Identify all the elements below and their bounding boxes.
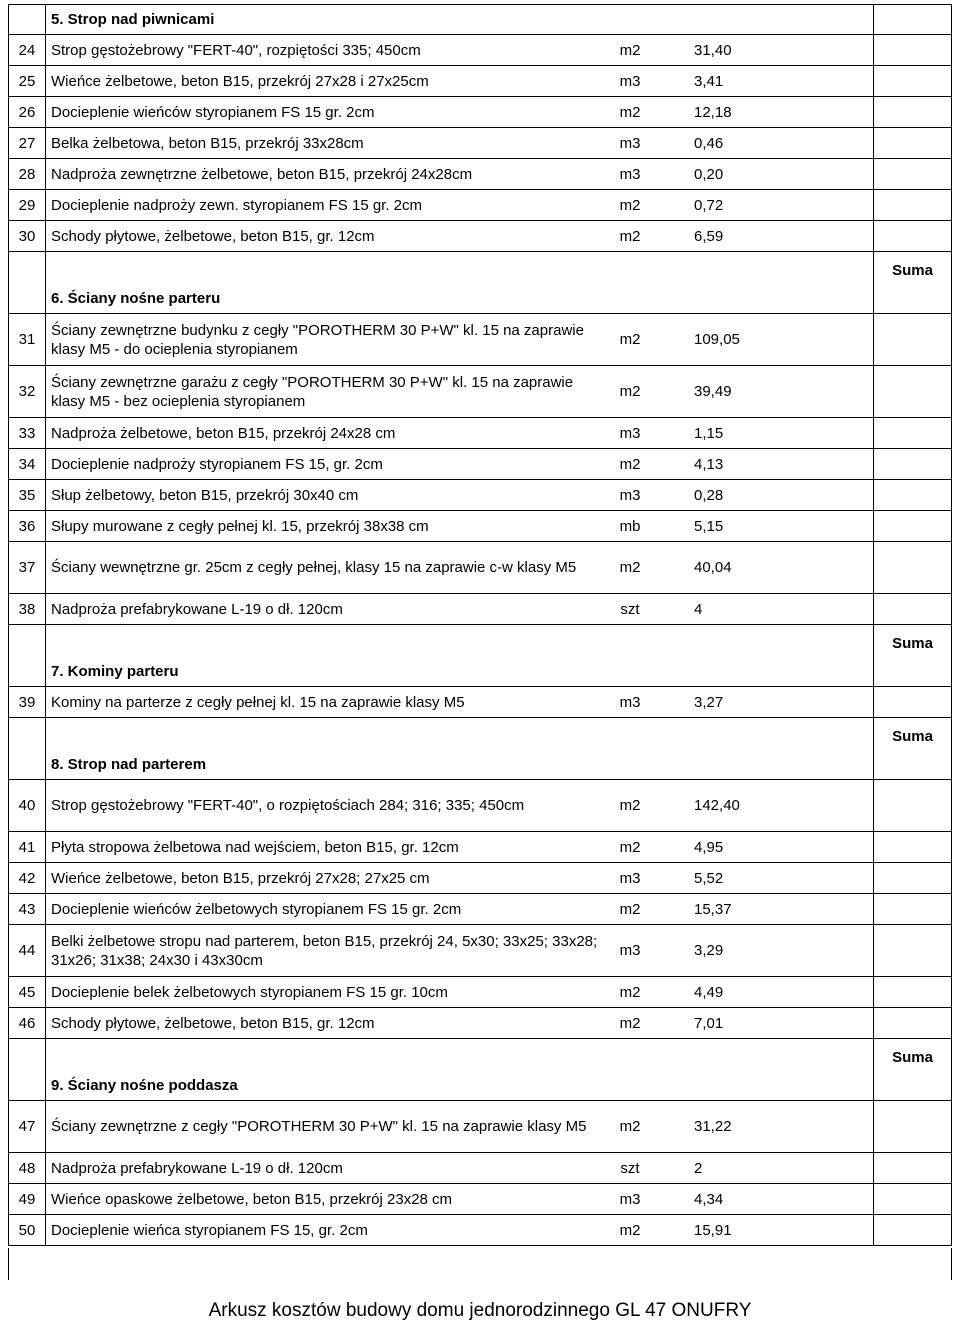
sum-cell xyxy=(874,128,952,158)
row-number: 43 xyxy=(8,894,46,924)
row-number: 38 xyxy=(8,594,46,624)
row-spacer xyxy=(754,925,874,976)
row-spacer xyxy=(754,1215,874,1245)
row-description: Nadproża zewnętrzne żelbetowe, beton B15, przekrój 24x28cm xyxy=(51,165,473,183)
sum-label: Suma xyxy=(874,625,952,656)
row-unit: m2 xyxy=(619,1221,641,1239)
row-unit: m3 xyxy=(619,165,641,183)
row-description: Belka żelbetowa, beton B15, przekrój 33x28cm xyxy=(51,134,364,152)
row-spacer xyxy=(754,718,874,749)
row-number: 28 xyxy=(8,159,46,189)
row-quantity: 2 xyxy=(694,1159,703,1177)
row-description: Wieńce opaskowe żelbetowe, beton B15, przekrój 23x28 cm xyxy=(51,1190,453,1208)
row-spacer xyxy=(754,625,874,656)
row-quantity: 142,40 xyxy=(694,797,740,814)
table-row xyxy=(8,925,952,977)
sum-cell xyxy=(874,511,952,541)
row-number-empty xyxy=(8,718,46,749)
section-title: 7. Kominy parteru xyxy=(51,662,179,680)
sum-cell xyxy=(874,863,952,893)
row-description: Belki żelbetowe stropu nad parterem, beton B15, przekrój 24, 5x30; 33x25; 33x28; 31x26; 31x38; 24x30 i 43x30cm xyxy=(51,932,598,969)
row-spacer xyxy=(754,480,874,510)
table-row xyxy=(8,594,952,625)
row-quantity: 12,18 xyxy=(694,103,732,121)
row-spacer xyxy=(754,314,874,365)
row-spacer xyxy=(754,511,874,541)
row-quantity: 6,59 xyxy=(694,227,724,245)
row-description: Docieplenie nadproży styropianem FS 15, gr. 2cm xyxy=(51,455,383,473)
row-unit: m2 xyxy=(619,41,641,59)
row-unit: m2 xyxy=(619,331,641,348)
row-description: Słupy murowane z cegły pełnej kl. 15, przekrój 38x38 cm xyxy=(51,517,429,535)
row-spacer xyxy=(754,1008,874,1038)
table-row xyxy=(8,832,952,863)
row-spacer xyxy=(754,128,874,158)
row-description: Docieplenie nadproży zewn. styropianem FS 15 gr. 2cm xyxy=(51,196,423,214)
table-row xyxy=(8,511,952,542)
row-unit: m3 xyxy=(619,693,641,711)
sum-cell xyxy=(874,656,952,686)
sum-cell xyxy=(874,159,952,189)
row-unit: szt xyxy=(620,600,640,618)
row-quantity: 4,95 xyxy=(694,838,724,856)
row-quantity: 4,34 xyxy=(694,1190,724,1208)
row-unit: mb xyxy=(619,517,641,535)
row-unit: m2 xyxy=(619,383,641,400)
row-number-empty xyxy=(8,749,46,779)
row-number: 41 xyxy=(8,832,46,862)
row-quantity: 7,01 xyxy=(694,1014,724,1032)
row-spacer xyxy=(754,594,874,624)
row-quantity: 3,29 xyxy=(694,942,724,959)
row-quantity: 0,28 xyxy=(694,486,724,504)
row-spacer xyxy=(754,252,874,283)
table-row xyxy=(8,542,952,594)
section-header xyxy=(8,1070,952,1101)
table-row xyxy=(8,480,952,511)
sum-label: Suma xyxy=(874,718,952,749)
sum-cell xyxy=(874,66,952,96)
sum-cell xyxy=(874,1153,952,1183)
row-description: Docieplenie belek żelbetowych styropianem FS 15 gr. 10cm xyxy=(51,983,448,1001)
sum-label: Suma xyxy=(874,252,952,283)
row-number: 44 xyxy=(8,925,46,976)
row-spacer xyxy=(754,66,874,96)
row-unit: m2 xyxy=(619,900,641,918)
row-spacer xyxy=(754,1153,874,1183)
section-title: 8. Strop nad parterem xyxy=(51,755,207,773)
row-description: Nadproża żelbetowe, beton B15, przekrój 24x28 cm xyxy=(51,424,396,442)
table-row xyxy=(8,366,952,418)
sum-row xyxy=(8,718,952,749)
row-spacer xyxy=(754,749,874,779)
section-title: 9. Ściany nośne poddasza xyxy=(51,1076,238,1094)
row-quantity: 0,72 xyxy=(694,196,724,214)
row-number: 32 xyxy=(8,366,46,417)
row-description: Docieplenie wieńców styropianem FS 15 gr. 2cm xyxy=(51,103,375,121)
row-number: 50 xyxy=(8,1215,46,1245)
row-quantity: 15,91 xyxy=(694,1221,732,1239)
row-spacer xyxy=(754,159,874,189)
row-spacer xyxy=(754,542,874,593)
row-description: Ściany zewnętrzne z cegły "POROTHERM 30 P+W" kl. 15 na zaprawie klasy M5 xyxy=(51,1118,587,1135)
row-number: 42 xyxy=(8,863,46,893)
row-quantity: 5,15 xyxy=(694,517,724,535)
row-number: 40 xyxy=(8,780,46,831)
sum-cell xyxy=(874,97,952,127)
row-number: 34 xyxy=(8,449,46,479)
sum-cell xyxy=(874,1184,952,1214)
row-spacer xyxy=(754,4,874,34)
table-row xyxy=(8,66,952,97)
sum-label: Suma xyxy=(874,1039,952,1070)
row-number: 25 xyxy=(8,66,46,96)
row-unit: m3 xyxy=(619,1190,641,1208)
row-number: 45 xyxy=(8,977,46,1007)
row-spacer xyxy=(754,656,874,686)
sum-cell xyxy=(874,221,952,251)
row-unit: m3 xyxy=(619,486,641,504)
row-number-empty xyxy=(8,656,46,686)
row-description: Schody płytowe, żelbetowe, beton B15, gr. 12cm xyxy=(51,1014,375,1032)
row-spacer xyxy=(754,366,874,417)
sum-cell xyxy=(874,283,952,313)
sum-cell xyxy=(874,1070,952,1100)
section-title: 6. Ściany nośne parteru xyxy=(51,289,221,307)
row-number-empty xyxy=(8,4,46,34)
table-row xyxy=(8,1153,952,1184)
row-spacer xyxy=(754,977,874,1007)
sum-cell xyxy=(874,35,952,65)
row-description: Wieńce żelbetowe, beton B15, przekrój 27x28 i 27x25cm xyxy=(51,72,429,90)
sum-cell xyxy=(874,4,952,34)
row-unit: m3 xyxy=(619,424,641,442)
row-quantity: 40,04 xyxy=(694,559,732,576)
cost-table xyxy=(8,4,952,1246)
row-spacer xyxy=(754,221,874,251)
row-description: Docieplenie wieńca styropianem FS 15, gr. 2cm xyxy=(51,1221,368,1239)
row-number: 35 xyxy=(8,480,46,510)
row-spacer xyxy=(754,97,874,127)
row-number: 29 xyxy=(8,190,46,220)
row-unit: m3 xyxy=(619,942,641,959)
table-row xyxy=(8,1008,952,1039)
sum-row xyxy=(8,625,952,656)
row-unit: m2 xyxy=(619,1118,641,1135)
table-bottom-left-border xyxy=(8,1248,9,1280)
sum-cell xyxy=(874,594,952,624)
sum-cell xyxy=(874,366,952,417)
row-unit: m3 xyxy=(619,72,641,90)
row-number: 27 xyxy=(8,128,46,158)
row-spacer xyxy=(754,832,874,862)
row-quantity: 31,40 xyxy=(694,41,732,59)
row-spacer xyxy=(754,283,874,313)
sum-cell xyxy=(874,894,952,924)
row-description: Płyta stropowa żelbetowa nad wejściem, beton B15, gr. 12cm xyxy=(51,838,459,856)
row-number: 49 xyxy=(8,1184,46,1214)
sum-cell xyxy=(874,190,952,220)
table-row xyxy=(8,35,952,66)
row-unit: m2 xyxy=(619,455,641,473)
page-footer: Arkusz kosztów budowy domu jednorodzinnego GL 47 ONUFRY xyxy=(208,1300,752,1321)
row-number: 30 xyxy=(8,221,46,251)
row-description: Strop gęstożebrowy "FERT-40", o rozpiętościach 284; 316; 335; 450cm xyxy=(51,797,525,814)
row-spacer xyxy=(754,863,874,893)
sum-cell xyxy=(874,687,952,717)
row-spacer xyxy=(754,418,874,448)
table-row xyxy=(8,190,952,221)
row-number: 31 xyxy=(8,314,46,365)
sum-cell xyxy=(874,418,952,448)
row-unit: m2 xyxy=(619,196,641,214)
row-quantity: 1,15 xyxy=(694,424,724,442)
table-row xyxy=(8,687,952,718)
row-number: 46 xyxy=(8,1008,46,1038)
table-row xyxy=(8,221,952,252)
sum-cell xyxy=(874,780,952,831)
row-description: Schody płytowe, żelbetowe, beton B15, gr. 12cm xyxy=(51,227,375,245)
row-unit: szt xyxy=(620,1159,640,1177)
row-number: 36 xyxy=(8,511,46,541)
row-description: Ściany zewnętrzne garażu z cegły "POROTHERM 30 P+W" kl. 15 na zaprawie klasy M5 - bez ocieplenia styropianem xyxy=(51,373,574,410)
sum-cell xyxy=(874,832,952,862)
section-header xyxy=(8,749,952,780)
row-number-empty xyxy=(8,283,46,313)
table-row xyxy=(8,97,952,128)
row-description: Ściany zewnętrzne budynku z cegły "POROTHERM 30 P+W" kl. 15 na zaprawie klasy M5 - do ocieplenia styropianem xyxy=(51,321,584,358)
row-number: 37 xyxy=(8,542,46,593)
row-unit: m2 xyxy=(619,559,641,576)
row-quantity: 31,22 xyxy=(694,1118,732,1135)
table-row xyxy=(8,894,952,925)
table-row xyxy=(8,1101,952,1153)
row-number: 48 xyxy=(8,1153,46,1183)
row-number: 24 xyxy=(8,35,46,65)
table-row xyxy=(8,418,952,449)
row-description: Docieplenie wieńców żelbetowych styropianem FS 15 gr. 2cm xyxy=(51,900,462,918)
row-quantity: 15,37 xyxy=(694,900,732,918)
table-row xyxy=(8,780,952,832)
row-unit: m2 xyxy=(619,797,641,814)
row-quantity: 3,41 xyxy=(694,72,724,90)
row-number-empty xyxy=(8,1039,46,1070)
row-quantity: 5,52 xyxy=(694,869,724,887)
row-quantity: 4,49 xyxy=(694,983,724,1001)
sum-cell xyxy=(874,1008,952,1038)
table-row xyxy=(8,314,952,366)
row-spacer xyxy=(754,1070,874,1100)
sum-row xyxy=(8,252,952,283)
table-row xyxy=(8,1184,952,1215)
sum-cell xyxy=(874,314,952,365)
row-number: 39 xyxy=(8,687,46,717)
row-spacer xyxy=(754,1101,874,1152)
row-number-empty xyxy=(8,252,46,283)
row-number-empty xyxy=(8,625,46,656)
sum-cell xyxy=(874,925,952,976)
row-spacer xyxy=(754,35,874,65)
row-spacer xyxy=(754,190,874,220)
row-number-empty xyxy=(8,1070,46,1100)
row-description: Ściany wewnętrzne gr. 25cm z cegły pełnej, klasy 15 na zaprawie c-w klasy M5 xyxy=(51,559,577,576)
row-unit: m3 xyxy=(619,134,641,152)
table-row xyxy=(8,159,952,190)
row-unit: m2 xyxy=(619,1014,641,1032)
table-row xyxy=(8,449,952,480)
row-unit: m2 xyxy=(619,227,641,245)
row-quantity: 4 xyxy=(694,600,703,618)
row-unit: m2 xyxy=(619,983,641,1001)
row-number: 26 xyxy=(8,97,46,127)
sum-cell xyxy=(874,542,952,593)
section-header xyxy=(8,4,952,35)
row-description: Kominy na parterze z cegły pełnej kl. 15 na zaprawie klasy M5 xyxy=(51,693,465,711)
sum-cell xyxy=(874,480,952,510)
row-number: 33 xyxy=(8,418,46,448)
section-title: 5. Strop nad piwnicami xyxy=(51,10,215,28)
row-number: 47 xyxy=(8,1101,46,1152)
sum-row xyxy=(8,1039,952,1070)
row-description: Słup żelbetowy, beton B15, przekrój 30x40 cm xyxy=(51,486,359,504)
table-row xyxy=(8,1215,952,1246)
section-header xyxy=(8,283,952,314)
row-quantity: 0,46 xyxy=(694,134,724,152)
sum-cell xyxy=(874,449,952,479)
row-description: Nadproża prefabrykowane L-19 o dł. 120cm xyxy=(51,1159,343,1177)
row-spacer xyxy=(754,1184,874,1214)
row-unit: m2 xyxy=(619,103,641,121)
table-row xyxy=(8,863,952,894)
row-spacer xyxy=(754,687,874,717)
row-unit: m3 xyxy=(619,869,641,887)
table-row xyxy=(8,128,952,159)
row-quantity: 4,13 xyxy=(694,455,724,473)
row-spacer xyxy=(754,1039,874,1070)
row-spacer xyxy=(754,894,874,924)
sum-cell xyxy=(874,1101,952,1152)
row-quantity: 39,49 xyxy=(694,383,732,400)
sum-cell xyxy=(874,977,952,1007)
sum-cell xyxy=(874,1215,952,1245)
row-quantity: 3,27 xyxy=(694,693,724,711)
section-header xyxy=(8,656,952,687)
table-row xyxy=(8,977,952,1008)
row-spacer xyxy=(754,449,874,479)
row-spacer xyxy=(754,780,874,831)
row-quantity: 0,20 xyxy=(694,165,724,183)
sum-cell xyxy=(874,749,952,779)
row-description: Nadproża prefabrykowane L-19 o dł. 120cm xyxy=(51,600,343,618)
row-unit: m2 xyxy=(619,838,641,856)
row-quantity: 109,05 xyxy=(694,331,740,348)
table-bottom-right-border xyxy=(951,1248,952,1280)
row-description: Wieńce żelbetowe, beton B15, przekrój 27x28; 27x25 cm xyxy=(51,869,430,887)
row-description: Strop gęstożebrowy "FERT-40", rozpiętości 335; 450cm xyxy=(51,41,421,59)
